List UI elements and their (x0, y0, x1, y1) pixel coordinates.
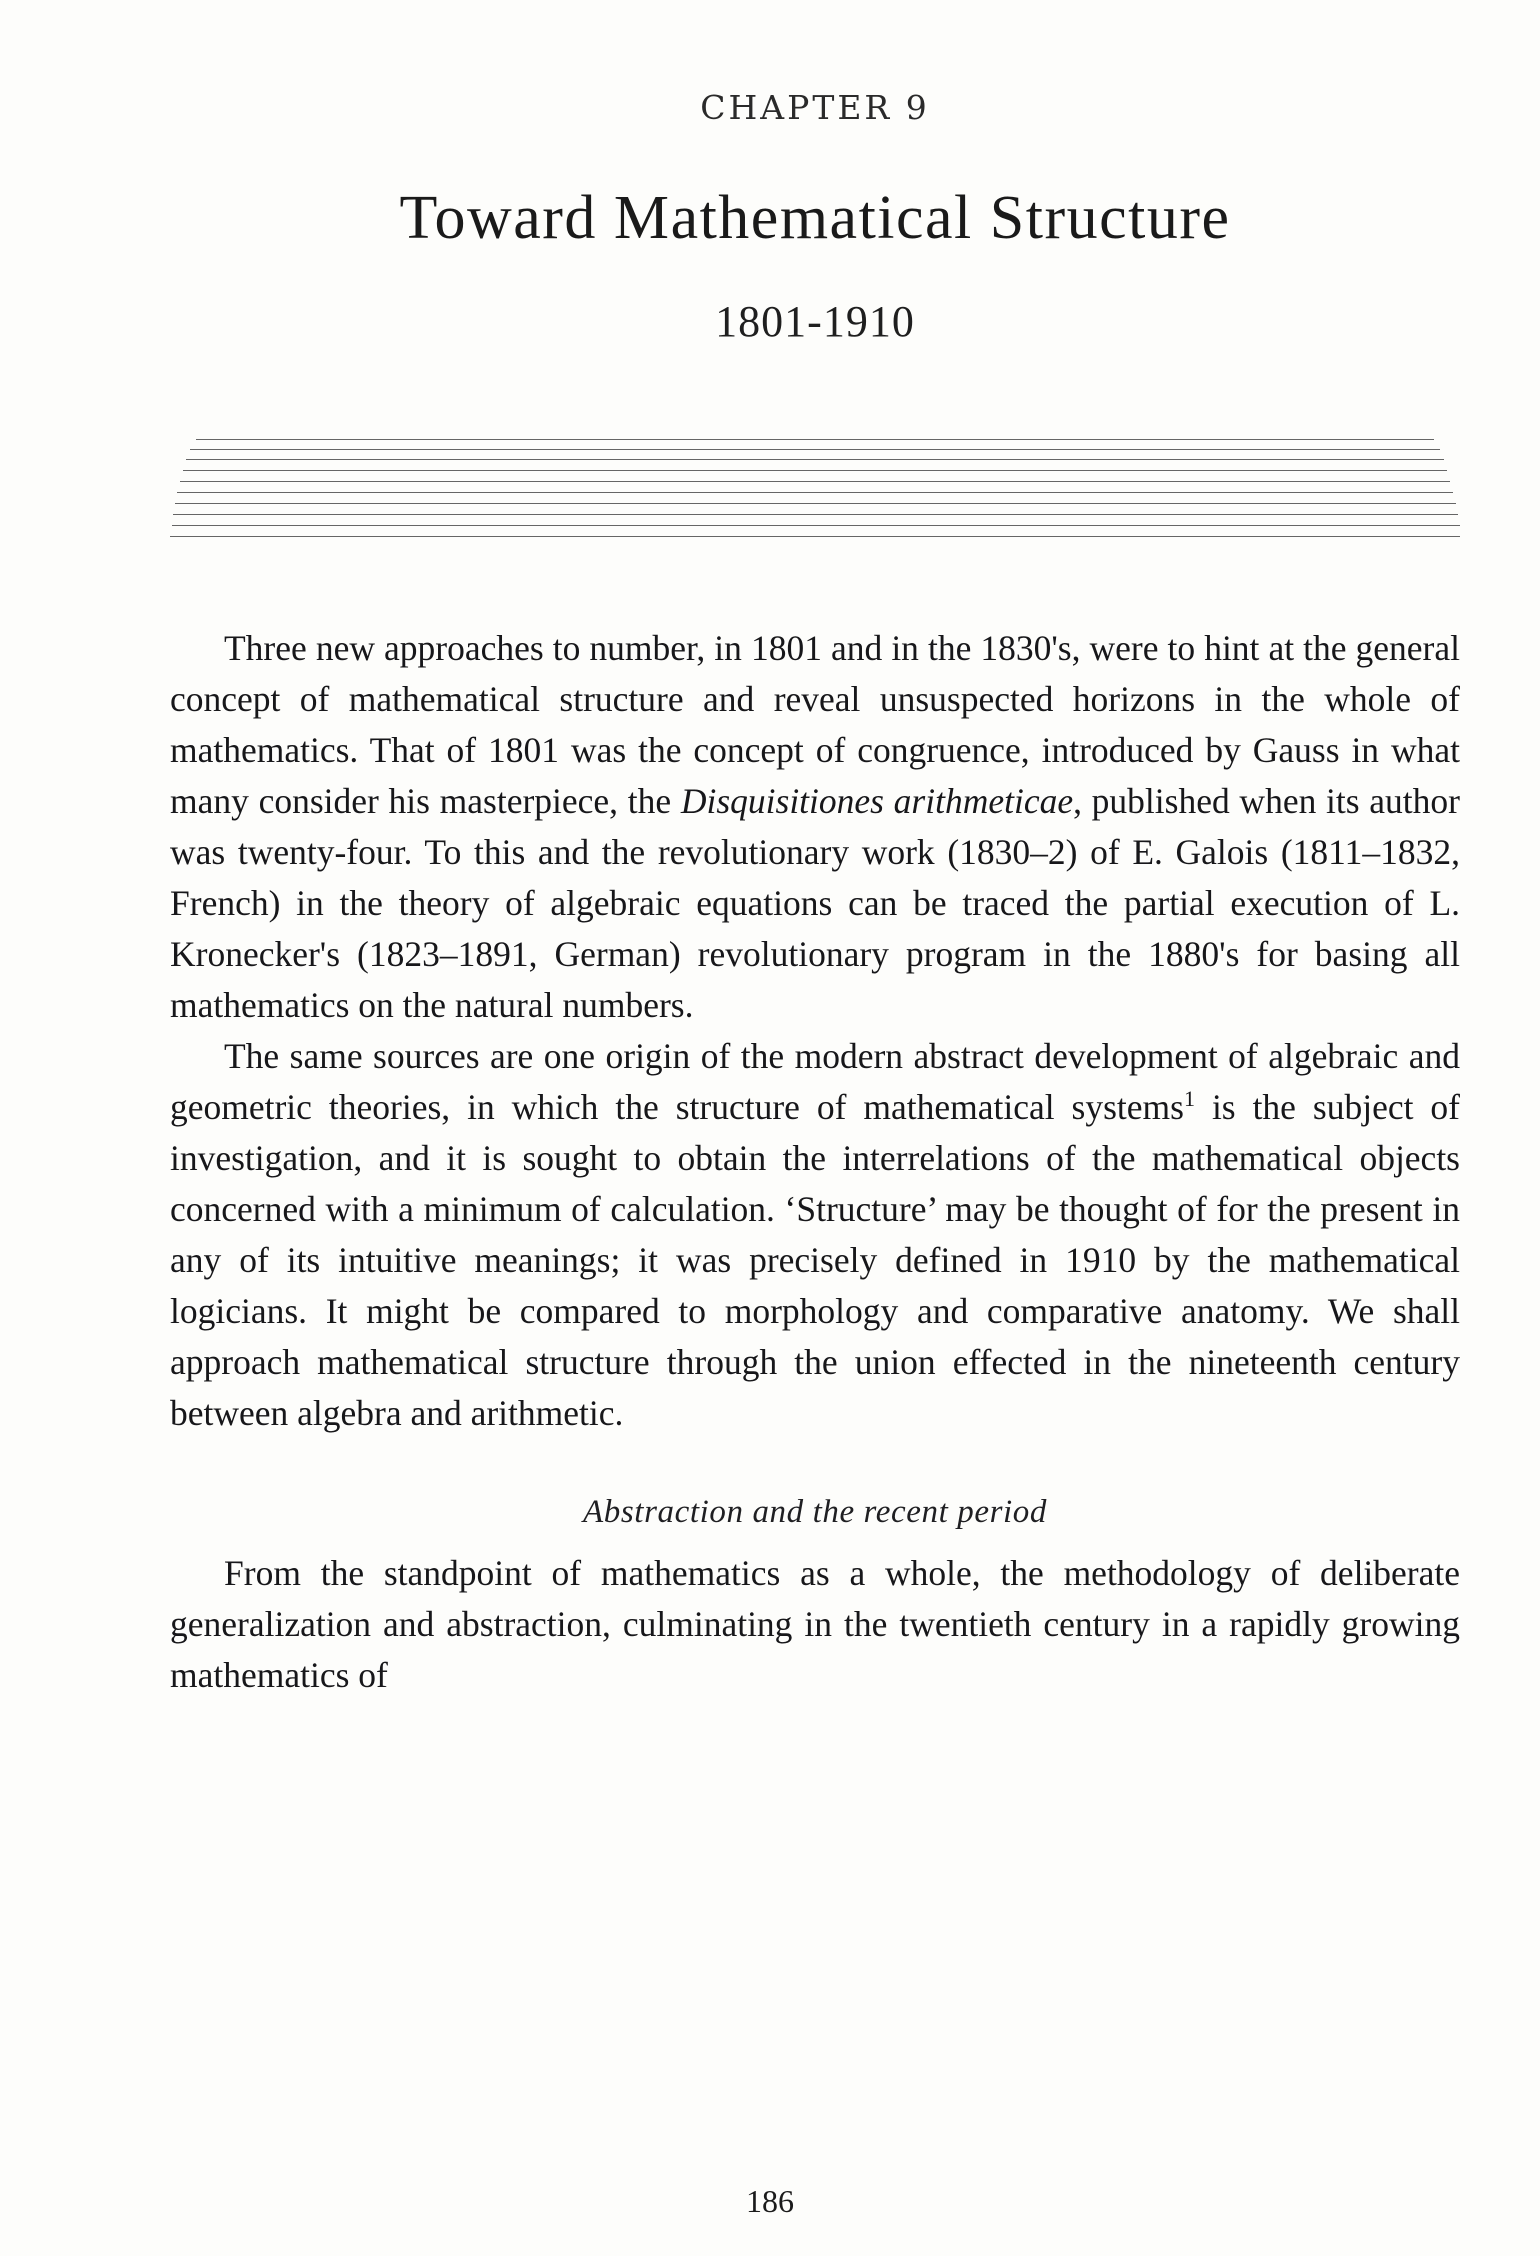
page-number: 186 (746, 2183, 794, 2219)
paragraph-2-text: The same sources are one origin of the modern abstract development of algebraic and geometric theories, in which the structure of mathematical systems (170, 1035, 1460, 1127)
body-text (170, 623, 1460, 1701)
section-subheading: Abstraction and the recent period (583, 1493, 1047, 1530)
paragraph-1-text: Three new approaches to number, in 1801 and in the 1830's, were to hint at the general concept of mathematical structure and reveal unsuspected horizons in the whole of mathematics. That of 1801 was the concept of congruence, introduced by Gauss in what many consider his masterpiece, the (170, 627, 1460, 821)
paragraph-1 (170, 623, 1460, 1031)
paragraph-1-rest: , published when its author was twenty-four. To this and the revolutionary work (1830–2) of E. Galois (1811–1832, French) in the theory of algebraic equations can be traced the partial execution of L. Kronecker's (1823–1891, German) revolutionary program in the 1880's for basing all mathematics on the natural numbers. (170, 780, 1460, 1025)
paragraph-3: From the standpoint of mathematics as a whole, the methodology of deliberate generalization and abstraction, culminating in the twentieth century in a rapidly growing mathematics of (170, 1552, 1460, 1695)
footnote-marker: 1 (1183, 1085, 1195, 1111)
paragraph-2-rest: is the subject of investigation, and it is sought to obtain the interrelations of the mathematical objects concerned with a minimum of calculation. ‘Structure’ may be thought of for the present in any of its intuitive meanings; it was precisely defined in 1910 by the mathematical logicians. It might be compared to morphology and comparative anatomy. We shall approach mathematical structure through the union effected in the nineteenth century between algebra and arithmetic. (170, 1086, 1460, 1433)
decorative-rule-ornament (170, 435, 1460, 545)
paragraph-1-italic-title: Disquisitiones arithmeticae (680, 780, 1074, 821)
page-content (170, 0, 1460, 1701)
chapter-year-range: 1801-1910 (715, 296, 915, 346)
page-title: Toward Mathematical Structure (399, 184, 1231, 252)
paragraph-2 (170, 1031, 1460, 1439)
chapter-label: CHAPTER 9 (700, 88, 930, 127)
